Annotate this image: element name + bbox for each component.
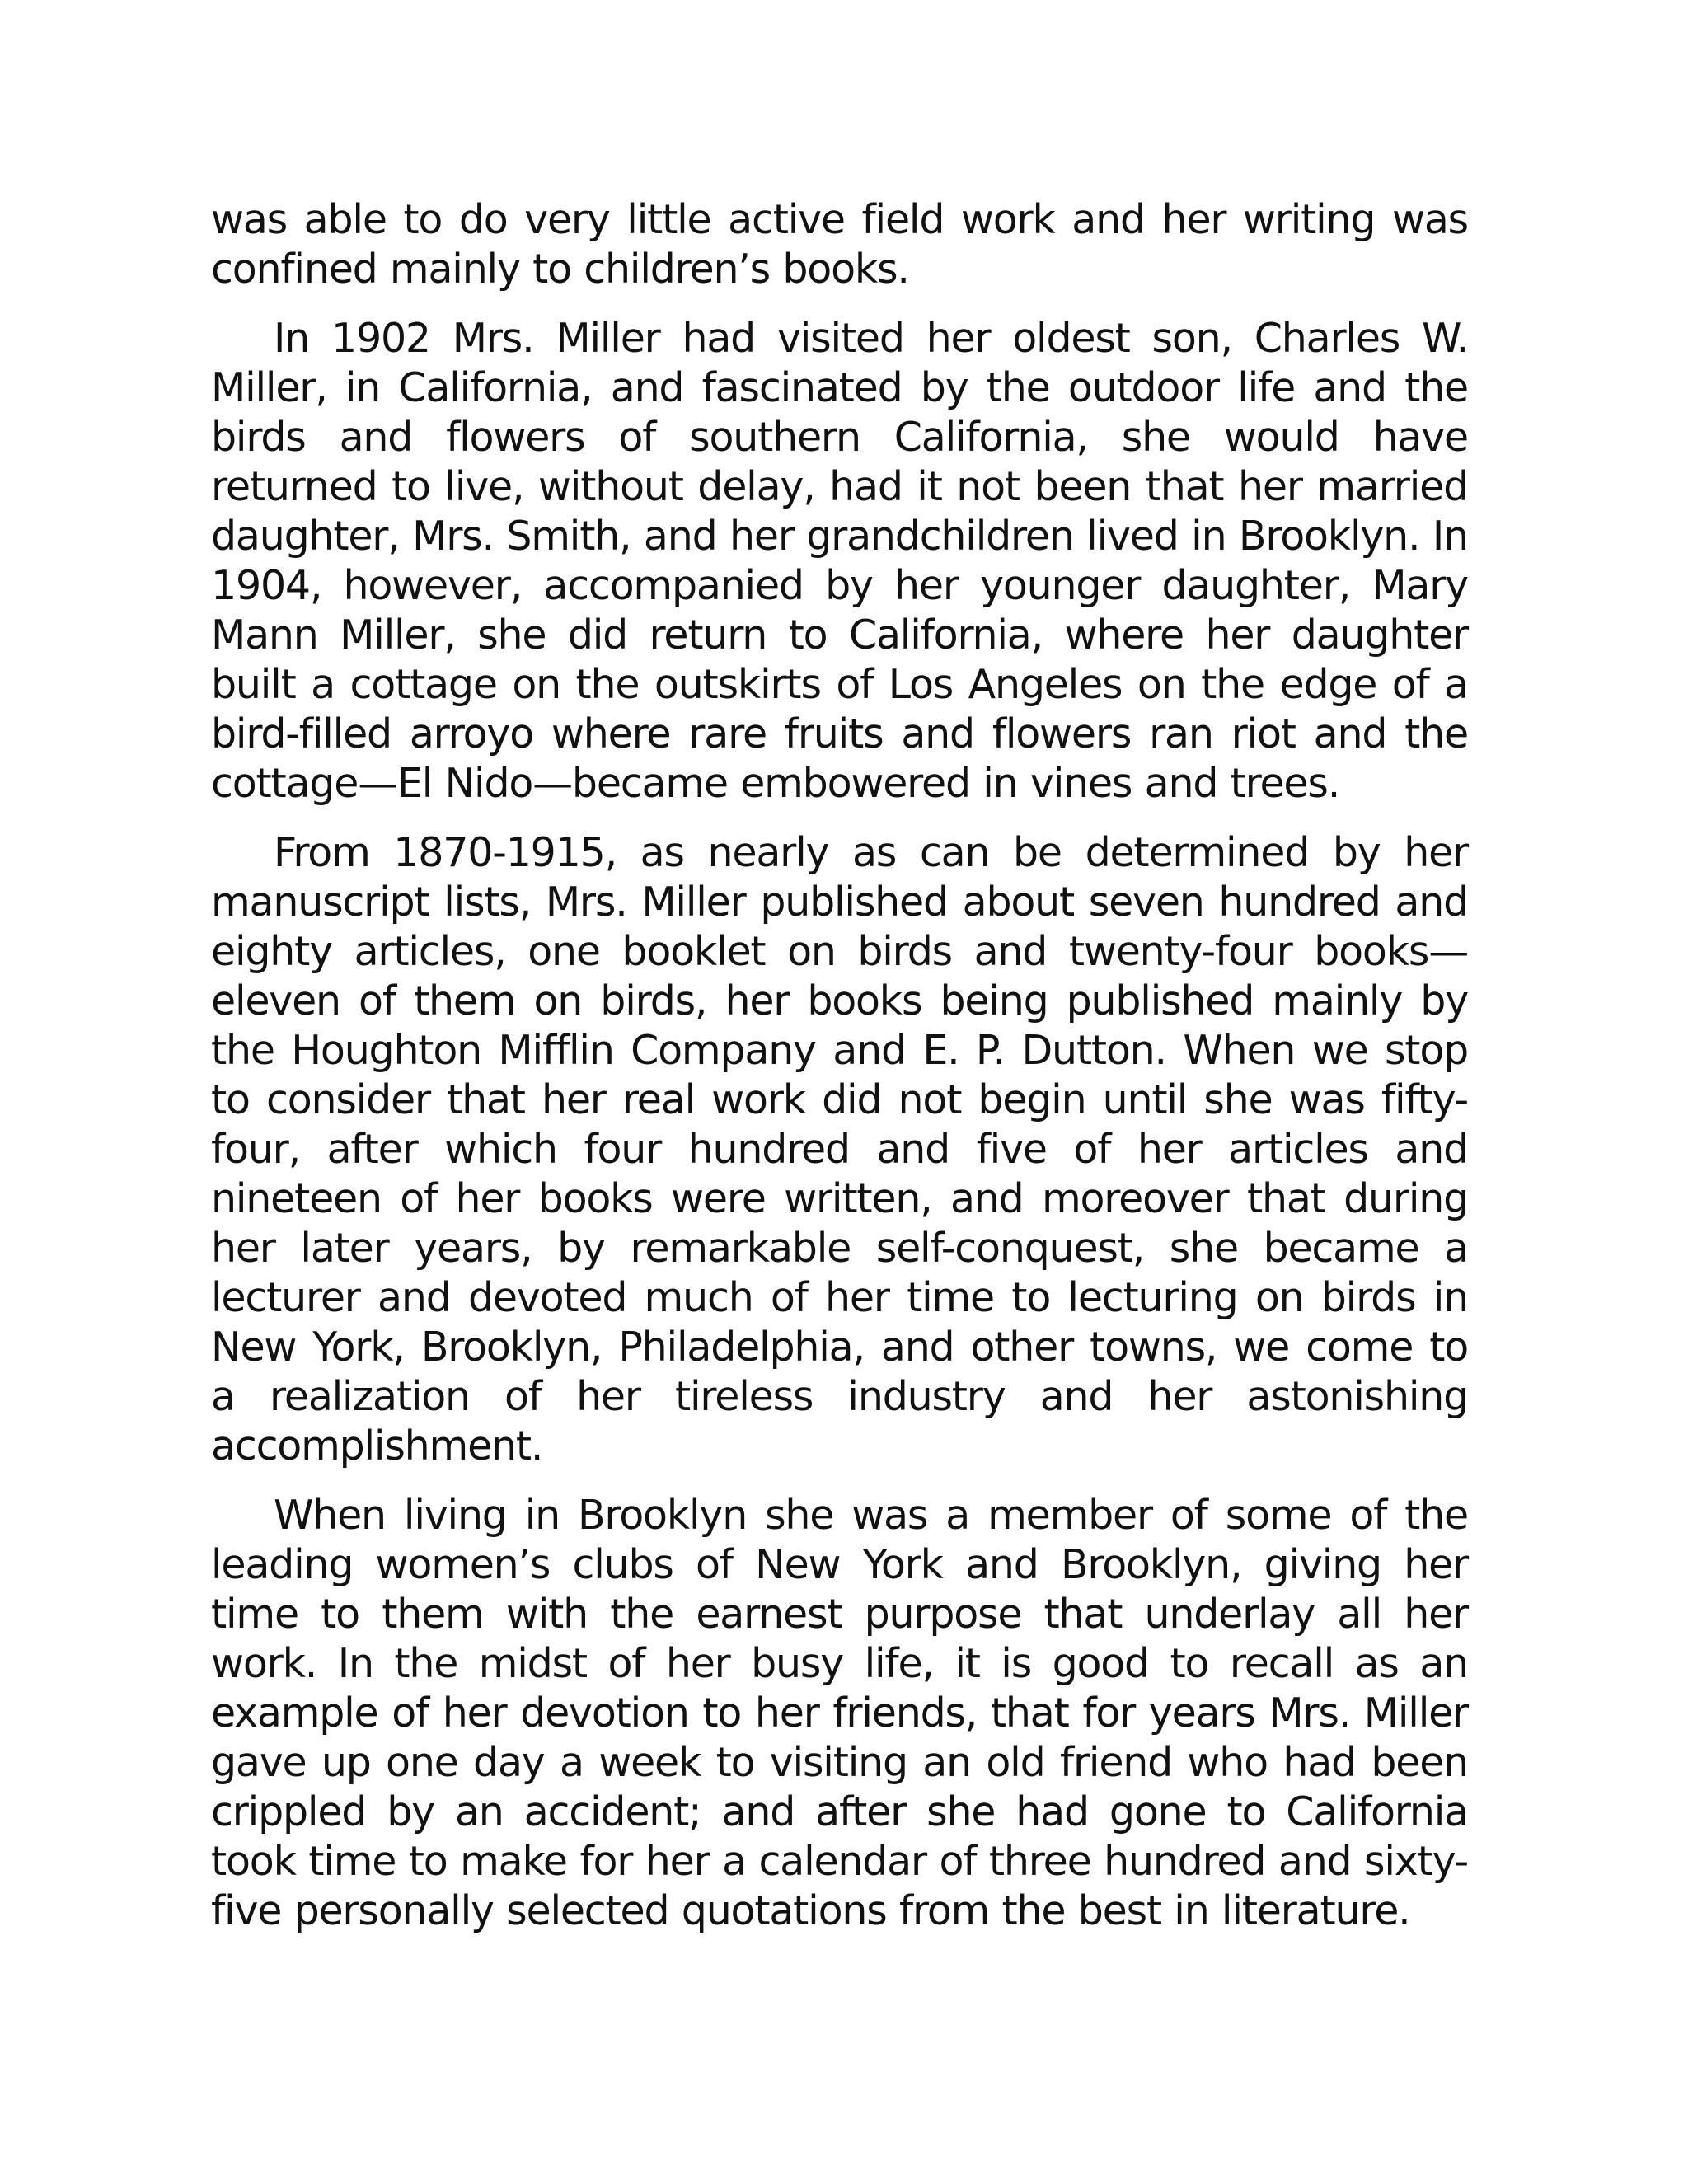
body-text: [211, 195, 1468, 1956]
paragraph-4: When living in Brooklyn she was a member of some of the leading women’s clubs of New York and Brooklyn, giving her time to them with the earnest purpose that underlay all her work. In the midst of her busy life, it is good to recall as an example of her devotion to her friends, that for years Mrs. Miller gave up one day a week to visiting an old friend who had been crippled by an accident; and after she had gone to California took time to make for her a calendar of three hundred and sixty-five personally selected quotations from the best in literature.: [211, 1492, 1468, 1934]
paragraph-1: was able to do very little active field work and her writing was confined mainly to children’s books.: [211, 196, 1468, 293]
paragraph-3: From 1870-1915, as nearly as can be determined by her manuscript lists, Mrs. Miller published about seven hundred and eighty articles, one booklet on birds and twenty-four books—eleven of them on birds, her books being published mainly by the Houghton Mifflin Company and E. P. Dutton. When we stop to consider that her real work did not begin until she was fifty-four, after which four hundred and five of her articles and nineteen of her books were written, and moreover that during her later years, by remarkable self-conquest, she became a lecturer and devoted much of her time to lecturing on birds in New York, Brooklyn, Philadelphia, and other towns, we come to a realization of her tireless industry and her astonishing accomplishment.: [211, 829, 1468, 1469]
paragraph-2: In 1902 Mrs. Miller had visited her oldest son, Charles W. Miller, in California, and fascinated by the outdoor life and the birds and flowers of southern California, she would have returned to live, without delay, had it not been that her married daughter, Mrs. Smith, and her grandchildren lived in Brooklyn. In 1904, however, accompanied by her younger daughter, Mary Mann Miller, she did return to California, where her daughter built a cottage on the outskirts of Los Angeles on the edge of a bird-filled arroyo where rare fruits and flowers ran riot and the cottage—El Nido—became embowered in vines and trees.: [211, 315, 1468, 807]
